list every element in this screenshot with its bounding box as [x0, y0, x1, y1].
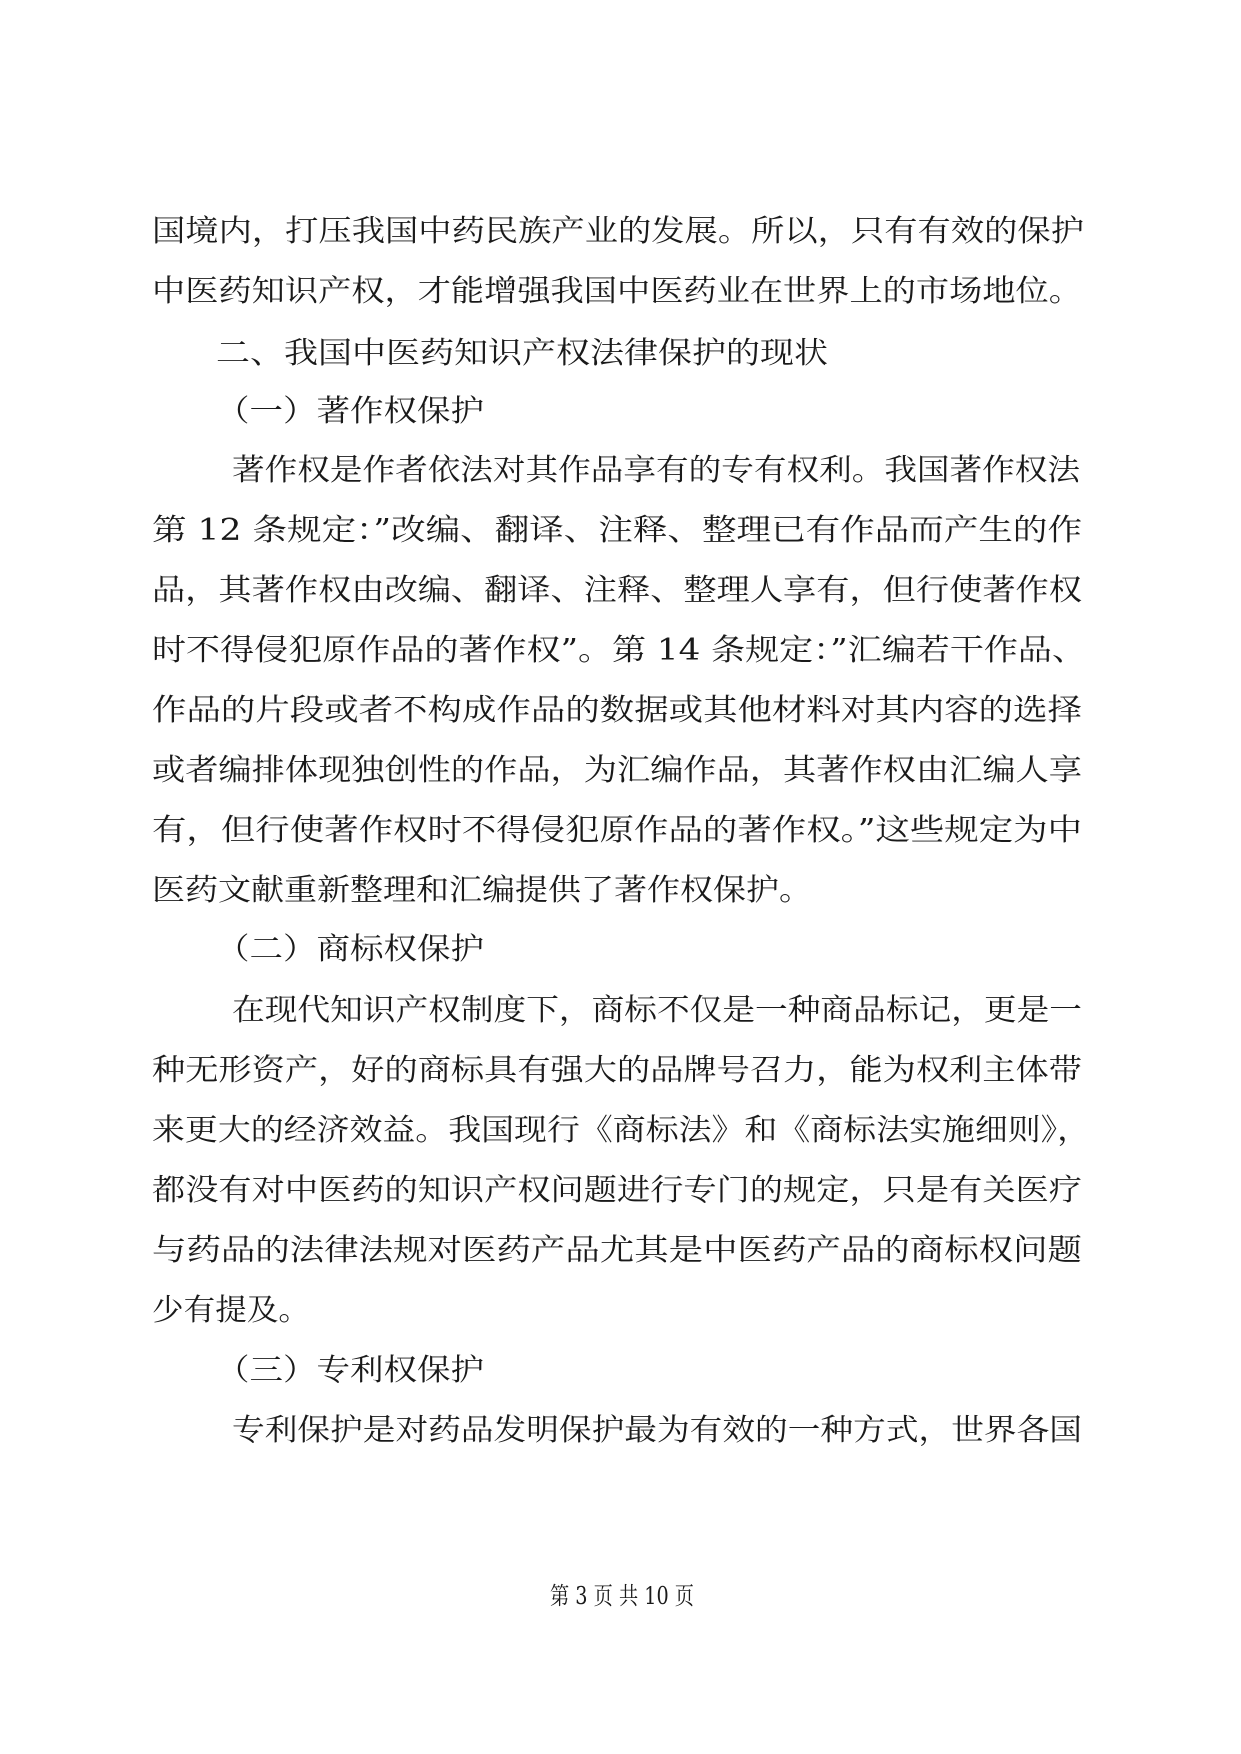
text-line	[0, 441, 1241, 501]
page-number-label: 第 3 页 共 10 页	[550, 1582, 694, 1610]
line-text: 在现代知识产权制度下，商标不仅是一种商品标记，更是一	[232, 993, 1082, 1028]
text-line	[0, 1161, 1241, 1221]
text-line	[0, 861, 1241, 921]
text-line	[0, 621, 1241, 681]
text-line	[0, 1101, 1241, 1161]
line-text: 作品的片段或者不构成作品的数据或其他材料对其内容的选择	[152, 693, 1082, 728]
line-text: 来更大的经济效益。我国现行《商标法》和《商标法实施细则》，	[152, 1113, 1091, 1148]
line-text: 与药品的法律法规对医药产品尤其是中医药产品的商标权问题	[152, 1233, 1082, 1268]
text-line	[0, 681, 1241, 741]
text-line	[0, 501, 1241, 561]
line-text: 著作权是作者依法对其作品享有的专有权利。我国著作权法	[232, 453, 1081, 488]
text-line	[0, 981, 1241, 1041]
line-text: 专利保护是对药品发明保护最为有效的一种方式，世界各国	[232, 1413, 1082, 1448]
subsection-heading	[0, 382, 1241, 442]
text-line	[0, 801, 1241, 861]
subsection-heading	[0, 920, 1241, 980]
line-text: 第 12 条规定：”改编、翻译、注释、整理已有作品而产生的作	[152, 513, 1083, 548]
text-line	[0, 1041, 1241, 1101]
line-text: 时不得侵犯原作品的著作权”。第 14 条规定：”汇编若干作品、	[152, 633, 1087, 668]
line-text: 都没有对中医药的知识产权问题进行专门的规定，只是有关医疗	[152, 1173, 1082, 1208]
text-line	[0, 1281, 1241, 1341]
text-line	[0, 262, 1241, 322]
subsection-heading	[0, 1341, 1241, 1401]
text-line	[0, 202, 1241, 262]
line-text: （一）著作权保护	[216, 394, 485, 429]
line-text: 中医药知识产权，才能增强我国中医药业在世界上的市场地位。	[152, 274, 1082, 309]
line-text: 有，但行使著作权时不得侵犯原作品的著作权。”这些规定为中	[152, 813, 1083, 848]
section-heading	[0, 324, 1241, 384]
text-line	[0, 561, 1241, 621]
text-line	[0, 741, 1241, 801]
line-text: 二、我国中医药知识产权法律保护的现状	[216, 336, 828, 371]
line-text: 或者编排体现独创性的作品，为汇编作品，其著作权由汇编人享	[152, 753, 1082, 788]
text-line	[0, 1221, 1241, 1281]
line-text: 少有提及。	[152, 1293, 310, 1328]
page-footer	[0, 1576, 1241, 1616]
line-text: 种无形资产，好的商标具有强大的品牌号召力，能为权利主体带	[152, 1053, 1082, 1088]
line-text: 医药文献重新整理和汇编提供了著作权保护。	[152, 873, 812, 908]
line-text: （三）专利权保护	[216, 1353, 485, 1388]
line-text: 品，其著作权由改编、翻译、注释、整理人享有，但行使著作权	[152, 573, 1082, 608]
line-text: （二）商标权保护	[216, 932, 485, 967]
text-line	[0, 1401, 1241, 1461]
line-text: 国境内，打压我国中药民族产业的发展。所以，只有有效的保护	[152, 214, 1084, 249]
